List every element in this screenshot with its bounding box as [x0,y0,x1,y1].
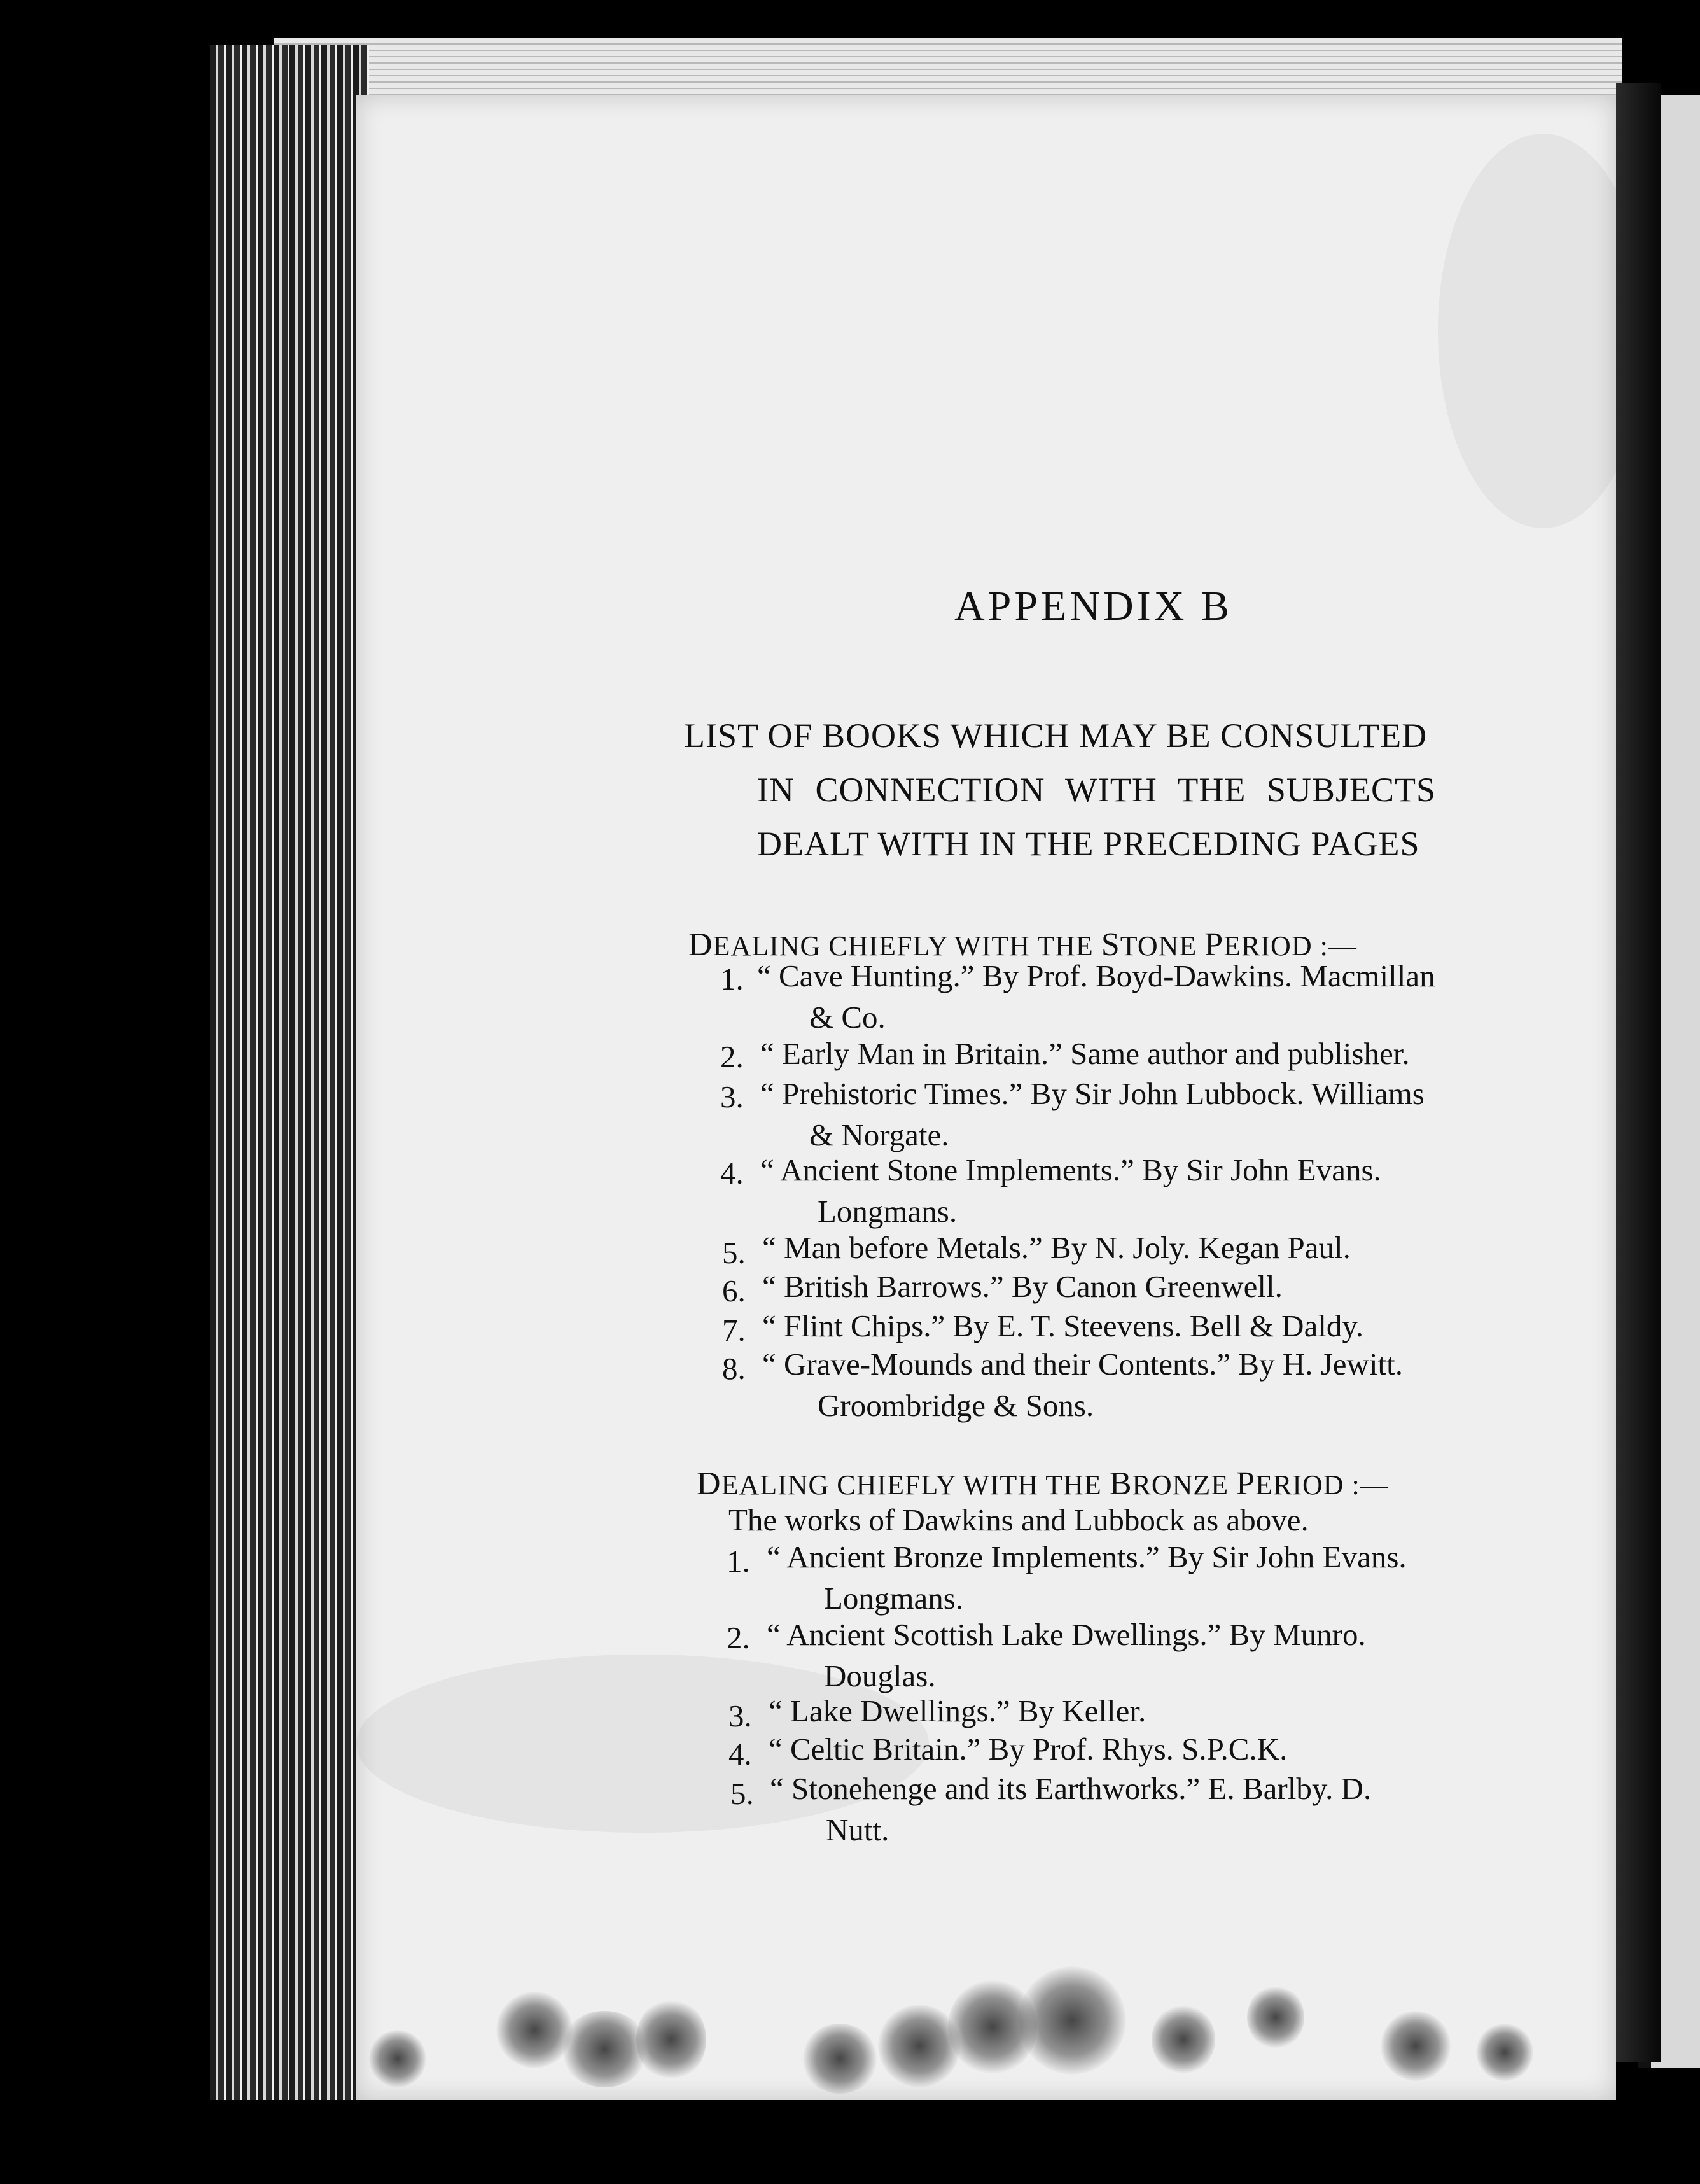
list-item-number: 8. [722,1351,746,1386]
list-item-number: 1. [727,1544,750,1579]
mildew-spot [1381,2011,1451,2081]
list-item-continuation: Longmans. [818,1194,958,1229]
title-line-3: DEALT WITH IN THE PRECEDING PAGES [757,825,1420,863]
heading-text: EALING CHIEFLY WITH THE [721,1469,1110,1501]
list-item-number: 7. [722,1313,746,1348]
list-item-number: 4. [720,1156,744,1191]
list-item: “ Man before Metals.” By N. Joly. Kegan Paul. [762,1230,1351,1265]
appendix-heading: APPENDIX B [954,583,1232,629]
mildew-spot [560,2011,649,2087]
list-item-number: 5. [722,1235,746,1270]
mildew-spot [1247,1985,1304,2049]
list-item-number: 2. [720,1039,744,1074]
list-item: “ Stonehenge and its Earthworks.” E. Barlby. D. [770,1771,1372,1806]
list-item-number: 1. [720,962,744,997]
heading-text: EALING CHIEFLY WITH THE [713,930,1101,962]
list-item: “ Lake Dwellings.” By Keller. [769,1693,1146,1728]
list-item: “ Flint Chips.” By E. T. Steevens. Bell & Daldy. [762,1308,1363,1343]
list-item-continuation: & Norgate. [809,1117,949,1152]
title-line-2: IN CONNECTION WITH THE SUBJECTS [757,771,1436,809]
list-item-number: 2. [727,1620,750,1655]
mildew-spot [636,1998,706,2081]
list-item: “ Ancient Bronze Implements.” By Sir John Evans. [767,1539,1407,1574]
mildew-spot [1018,1966,1126,2075]
heading-text: ERIOD :— [1223,930,1357,962]
mildew-spot [802,2024,878,2094]
list-item-number: 3. [728,1698,752,1733]
heading-initial: P [1204,927,1224,963]
title-line-1: LIST OF BOOKS WHICH MAY BE CONSULTED [684,717,1428,755]
list-item: “ Early Man in Britain.” Same author and publisher. [760,1036,1410,1071]
list-item-continuation: Longmans. [824,1581,964,1616]
heading-text: RONZE [1132,1469,1237,1501]
list-item: “ British Barrows.” By Canon Greenwell. [762,1269,1283,1304]
list-item: “ Ancient Stone Implements.” By Sir John Evans. [760,1152,1381,1187]
page-edges-left [210,45,369,2100]
list-item-continuation: Groombridge & Sons. [818,1388,1094,1423]
list-item-number: 4. [728,1737,752,1772]
list-item-number: 5. [730,1776,754,1811]
list-item: “ Celtic Britain.” By Prof. Rhys. S.P.C.K. [769,1732,1288,1767]
book-spine-shadow [1616,83,1661,2062]
mildew-spot [1152,2005,1215,2075]
list-item: “ Prehistoric Times.” By Sir John Lubbock. Williams [760,1076,1425,1111]
heading-initial: P [1236,1466,1256,1502]
heading-text: ERIOD :— [1255,1469,1389,1501]
list-item: “ Ancient Scottish Lake Dwellings.” By Munro. [767,1617,1366,1652]
mildew-spot [369,2030,426,2087]
page-edges-top [274,38,1622,102]
list-item: “ Cave Hunting.” By Prof. Boyd-Dawkins. Macmillan [757,958,1435,993]
mildew-spot [1476,2024,1533,2081]
list-item-continuation: Douglas. [824,1658,936,1693]
list-item-number: 6. [722,1273,746,1308]
heading-initial: S [1101,927,1120,963]
list-item-continuation: Nutt. [826,1812,889,1847]
heading-initial: D [688,927,713,963]
heading-initial: D [697,1466,721,1502]
heading-text: TONE [1120,930,1205,962]
list-item: “ Grave-Mounds and their Contents.” By H. Jewitt. [762,1347,1404,1382]
heading-initial: B [1109,1466,1132,1502]
list-item-number: 3. [720,1079,744,1114]
section-intro: The works of Dawkins and Lubbock as above. [728,1502,1309,1537]
bronze-section-heading [697,1465,1389,1502]
list-item-continuation: & Co. [809,1000,886,1035]
